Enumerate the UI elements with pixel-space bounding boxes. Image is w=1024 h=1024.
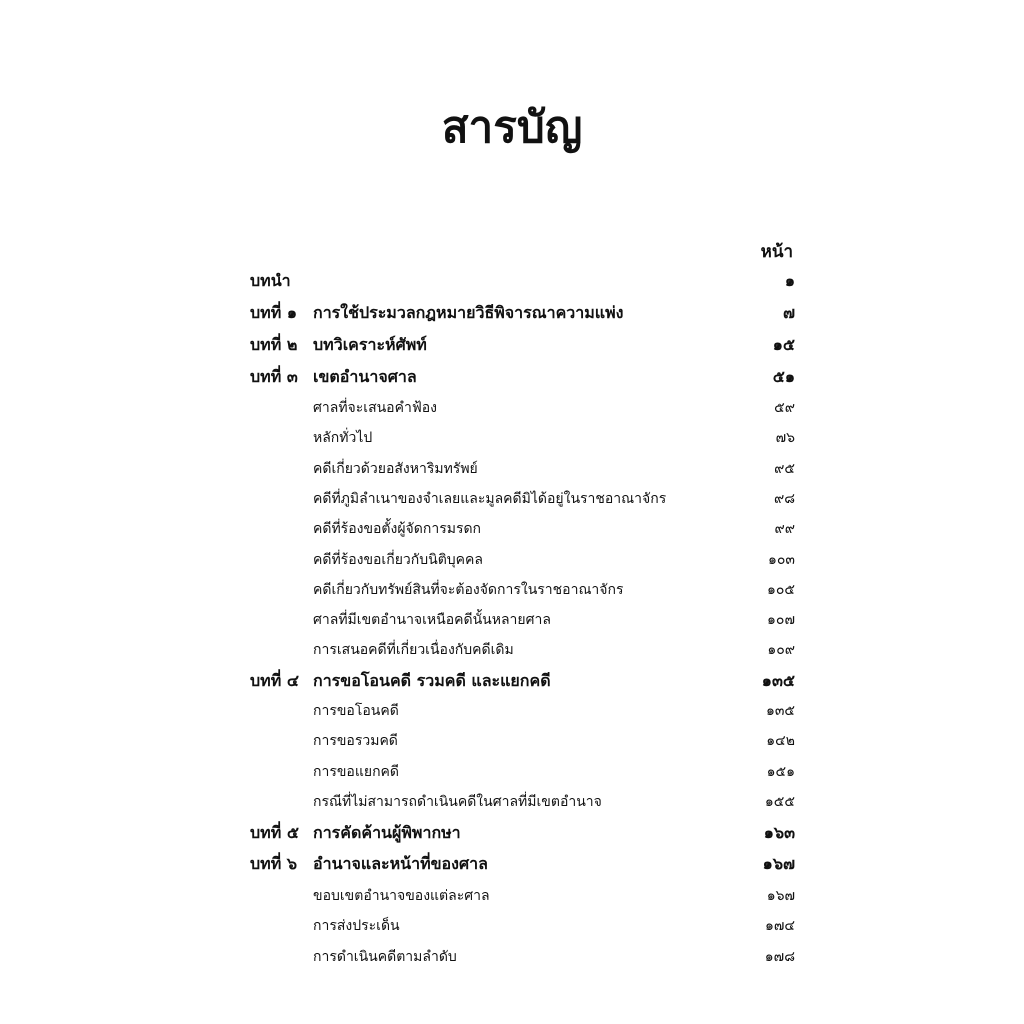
page-number: ๕๑ [772,367,795,386]
chapter-title: การขอโอนคดี รวมคดี และแยกคดี [313,671,551,690]
toc-section-row [0,728,1024,754]
page-number: ๑๔๒ [766,733,795,749]
toc-section-row [0,944,1024,970]
toc-section-row [0,456,1024,482]
page-number: ๙๕ [774,461,795,477]
section-title: คดีเกี่ยวกับทรัพย์สินที่จะต้องจัดการในราชอาณาจักร [313,582,624,598]
page-number: ๑๐๕ [766,582,795,598]
page-column-header: หน้า [760,242,793,262]
section-title: การขอแยกคดี [313,764,399,780]
section-title: ศาลที่มีเขตอำนาจเหนือคดีนั้นหลายศาล [313,612,551,628]
toc-section-row [0,547,1024,573]
toc-section-row [0,607,1024,633]
toc-section-row [0,759,1024,785]
chapter-title: บทนำ [250,271,291,290]
toc-chapter-row [0,820,1024,846]
section-title: การส่งประเด็น [313,918,400,934]
toc-section-row [0,486,1024,512]
chapter-number: บทที่ ๖ [250,854,297,873]
toc-section-row [0,789,1024,815]
toc-chapter-row [0,851,1024,877]
chapter-title: การคัดค้านผู้พิพากษา [313,823,461,842]
toc-section-row [0,883,1024,909]
page-number: ๑๖๓ [763,823,795,842]
chapter-title: บทวิเคราะห์ศัพท์ [313,335,427,354]
chapter-title: เขตอำนาจศาล [313,367,417,386]
toc-section-row [0,577,1024,603]
section-title: การขอโอนคดี [313,703,399,719]
chapter-title: การใช้ประมวลกฎหมายวิธีพิจารณาความแพ่ง [313,303,624,322]
toc-chapter-row [0,268,1024,294]
page-number: ๑๓๕ [765,703,795,719]
page-title: สารบัญ [441,102,583,153]
section-title: การเสนอคดีที่เกี่ยวเนื่องกับคดีเดิม [313,642,514,658]
section-title: กรณีที่ไม่สามารถดำเนินคดีในศาลที่มีเขตอำนาจ [313,794,602,810]
page-number: ๑๓๕ [761,671,795,690]
page-number: ๙๘ [773,491,795,507]
toc-section-row [0,698,1024,724]
page-number: ๑๕๕ [764,794,795,810]
toc-chapter-row [0,300,1024,326]
page-number: ๑๗๔ [764,918,795,934]
page-number: ๑๖๗ [766,888,795,904]
page-number: ๗๖ [775,430,795,446]
chapter-number: บทที่ ๑ [250,303,297,322]
page-number: ๑๐๗ [767,612,795,628]
page-number: ๑๖๗ [762,854,795,873]
page-number: ๙๙ [774,521,795,537]
toc-section-row [0,913,1024,939]
page-number: ๕๙ [774,400,795,416]
section-title: คดีที่ภูมิลำเนาของจำเลยและมูลคดีมิได้อยู่ในราชอาณาจักร [313,491,667,507]
toc-section-row [0,395,1024,421]
page-number: ๑ [784,271,795,290]
toc-section-row [0,516,1024,542]
section-title: ขอบเขตอำนาจของแต่ละศาล [313,888,490,904]
chapter-number: บทที่ ๒ [250,335,298,354]
chapter-number: บทที่ ๕ [250,823,299,842]
page-number: ๑๗๘ [764,949,795,965]
toc-chapter-row [0,332,1024,358]
section-title: การดำเนินคดีตามลำดับ [313,949,457,965]
chapter-title: อำนาจและหน้าที่ของศาล [313,854,488,873]
page-number: ๑๕ [772,335,795,354]
chapter-number: บทที่ ๔ [250,671,299,690]
section-title: คดีที่ร้องขอเกี่ยวกับนิติบุคคล [313,552,483,568]
chapter-number: บทที่ ๓ [250,367,298,386]
toc-chapter-row [0,364,1024,390]
section-title: หลักทั่วไป [313,430,373,446]
toc-chapter-row [0,668,1024,694]
page-number: ๑๐๙ [767,642,795,658]
page-number: ๑๕๑ [766,764,795,780]
toc-section-row [0,637,1024,663]
page-number: ๑๐๓ [767,552,795,568]
section-title: คดีเกี่ยวด้วยอสังหาริมทรัพย์ [313,461,478,477]
toc-section-row [0,425,1024,451]
section-title: ศาลที่จะเสนอคำฟ้อง [313,400,437,416]
section-title: การขอรวมคดี [313,733,398,749]
page-number: ๗ [782,303,795,322]
section-title: คดีที่ร้องขอตั้งผู้จัดการมรดก [313,521,482,537]
